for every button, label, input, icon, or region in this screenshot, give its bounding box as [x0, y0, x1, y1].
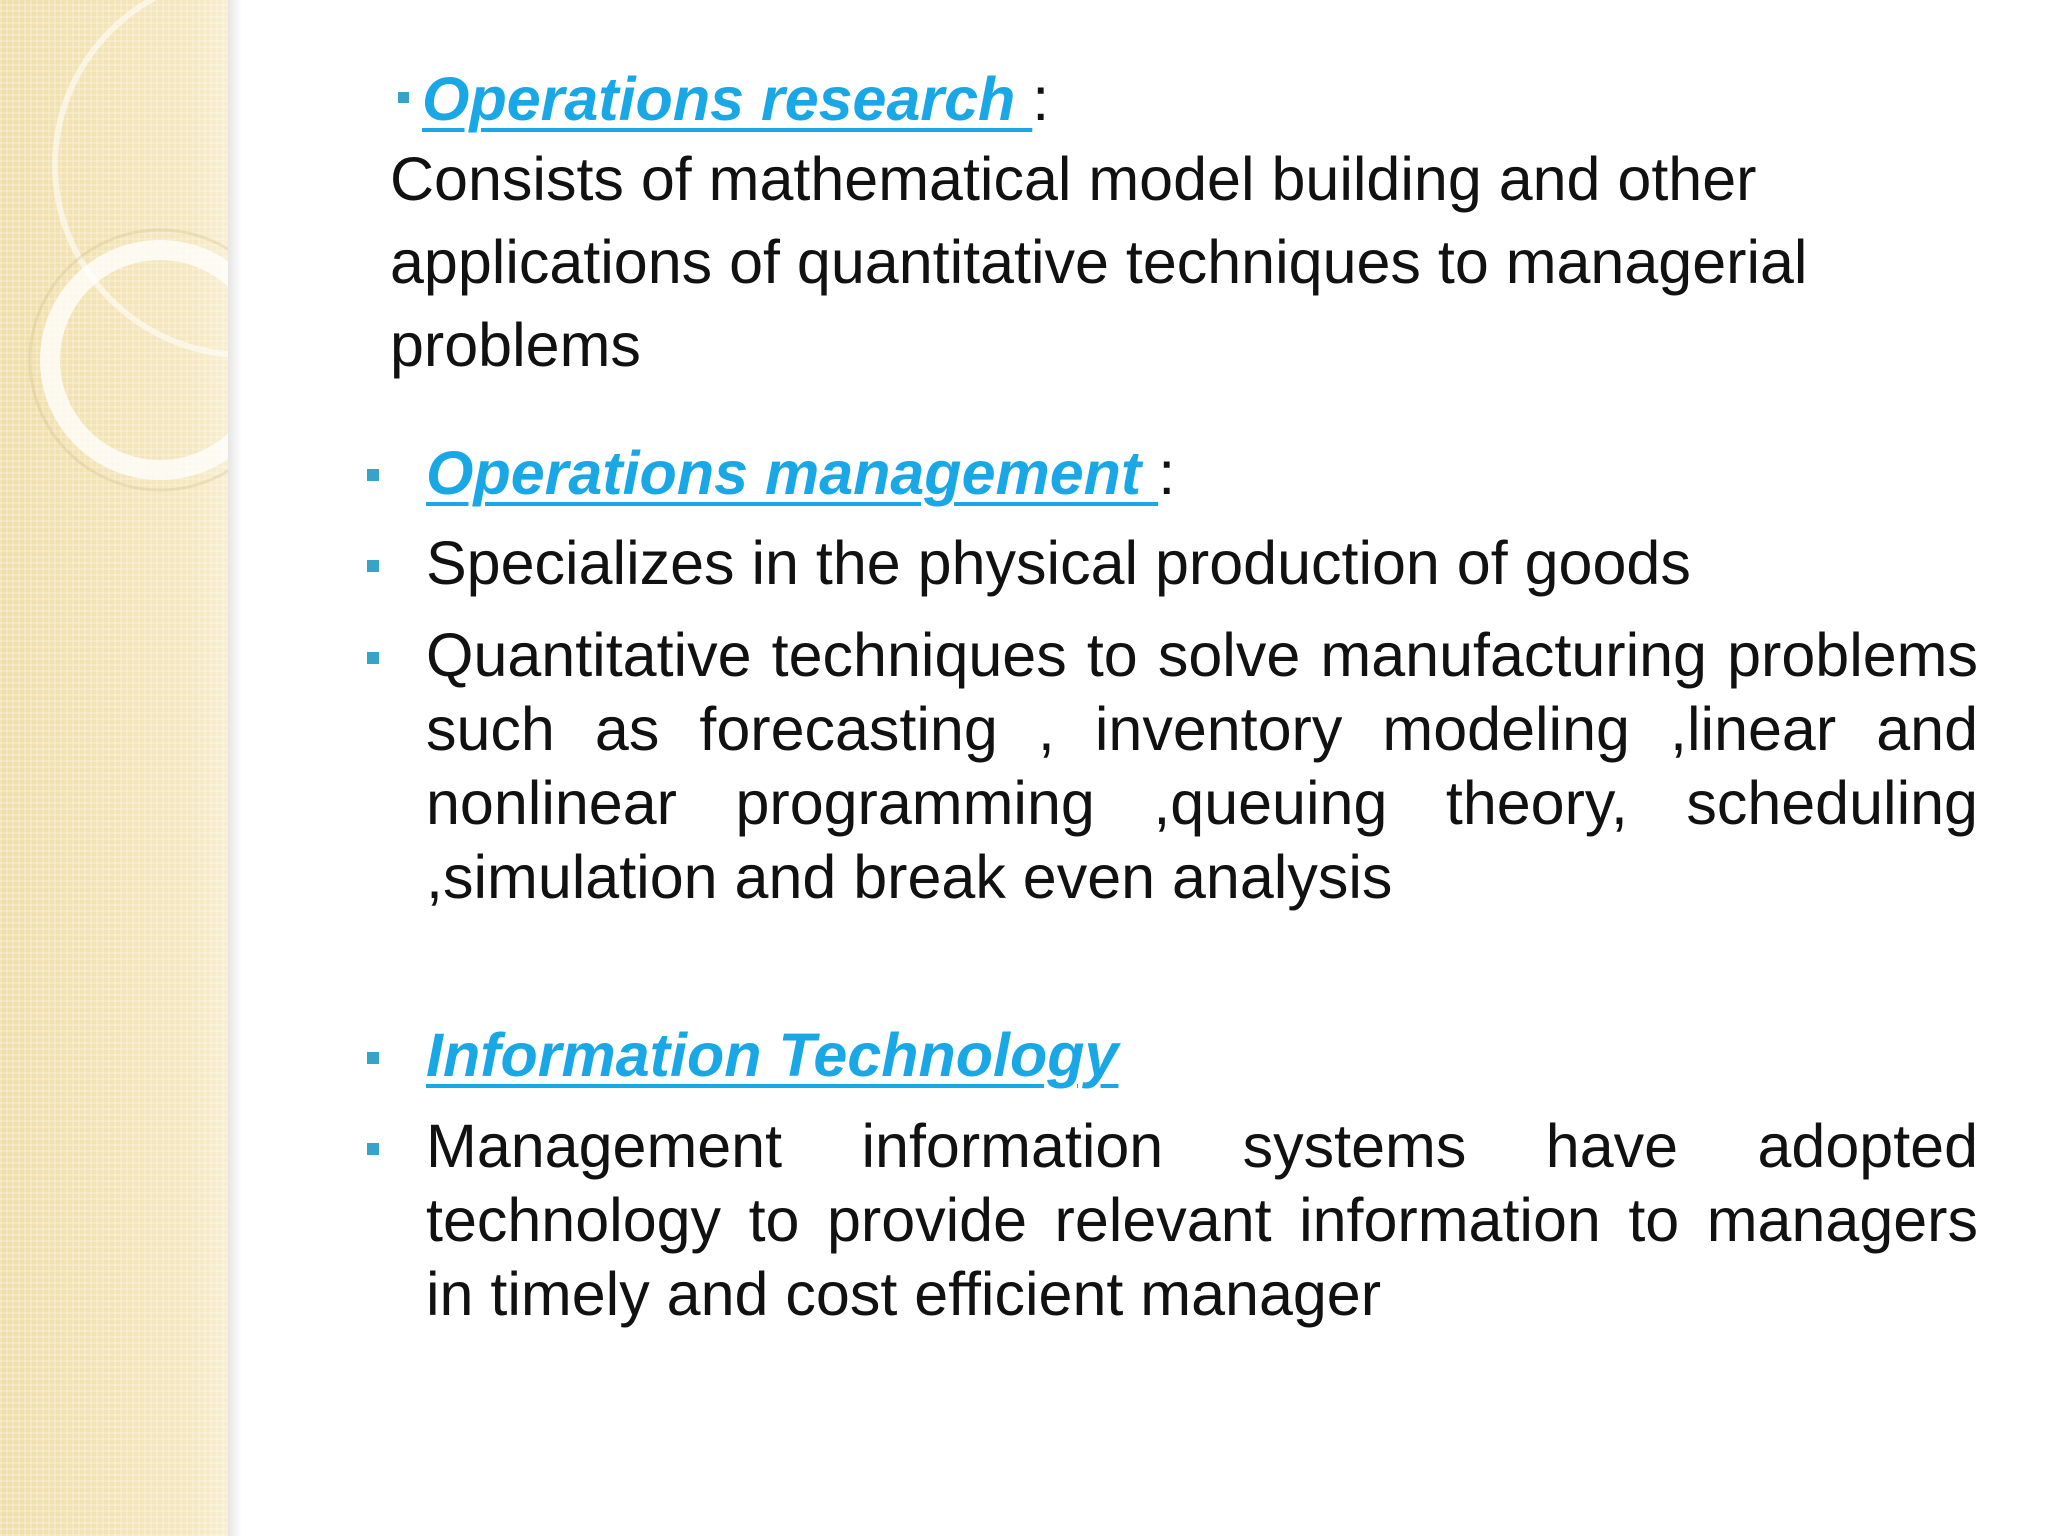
heading-colon: :: [1158, 439, 1176, 507]
operations-research-body-line-3: problems: [390, 311, 641, 379]
operations-management-heading: Operations management: [426, 439, 1159, 507]
information-technology-heading: Information Technology: [426, 1021, 1119, 1089]
bullet-icon: [398, 92, 409, 103]
operations-research-body-line-1: Consists of mathematical model building and other: [390, 145, 1757, 213]
operations-research-heading-line: [422, 62, 1049, 136]
bullet-icon: [367, 652, 379, 664]
operations-management-heading-line: [426, 436, 1175, 510]
information-technology-item-1: Management information systems have adopted technology to provide relevant information to managers in timely and cost efficient manager: [426, 1112, 1978, 1328]
information-technology-heading-line: [426, 1018, 1118, 1092]
bullet-icon: [367, 560, 379, 572]
bullet-icon: [367, 1052, 379, 1064]
operations-research-heading: Operations research: [422, 65, 1033, 133]
bullet-icon: [367, 469, 379, 481]
operations-management-item-1: Specializes in the physical production of goods: [426, 529, 1691, 597]
operations-research-body-line-2: applications of quantitative techniques to managerial: [390, 228, 1808, 296]
operations-management-item-2: Quantitative techniques to solve manufacturing problems such as forecasting , inventory modeling ,linear and nonlinear programming ,queuing theory, scheduling ,simulation and break even analysis: [426, 621, 1978, 911]
bullet-icon: [367, 1143, 379, 1155]
heading-colon: :: [1032, 65, 1050, 133]
